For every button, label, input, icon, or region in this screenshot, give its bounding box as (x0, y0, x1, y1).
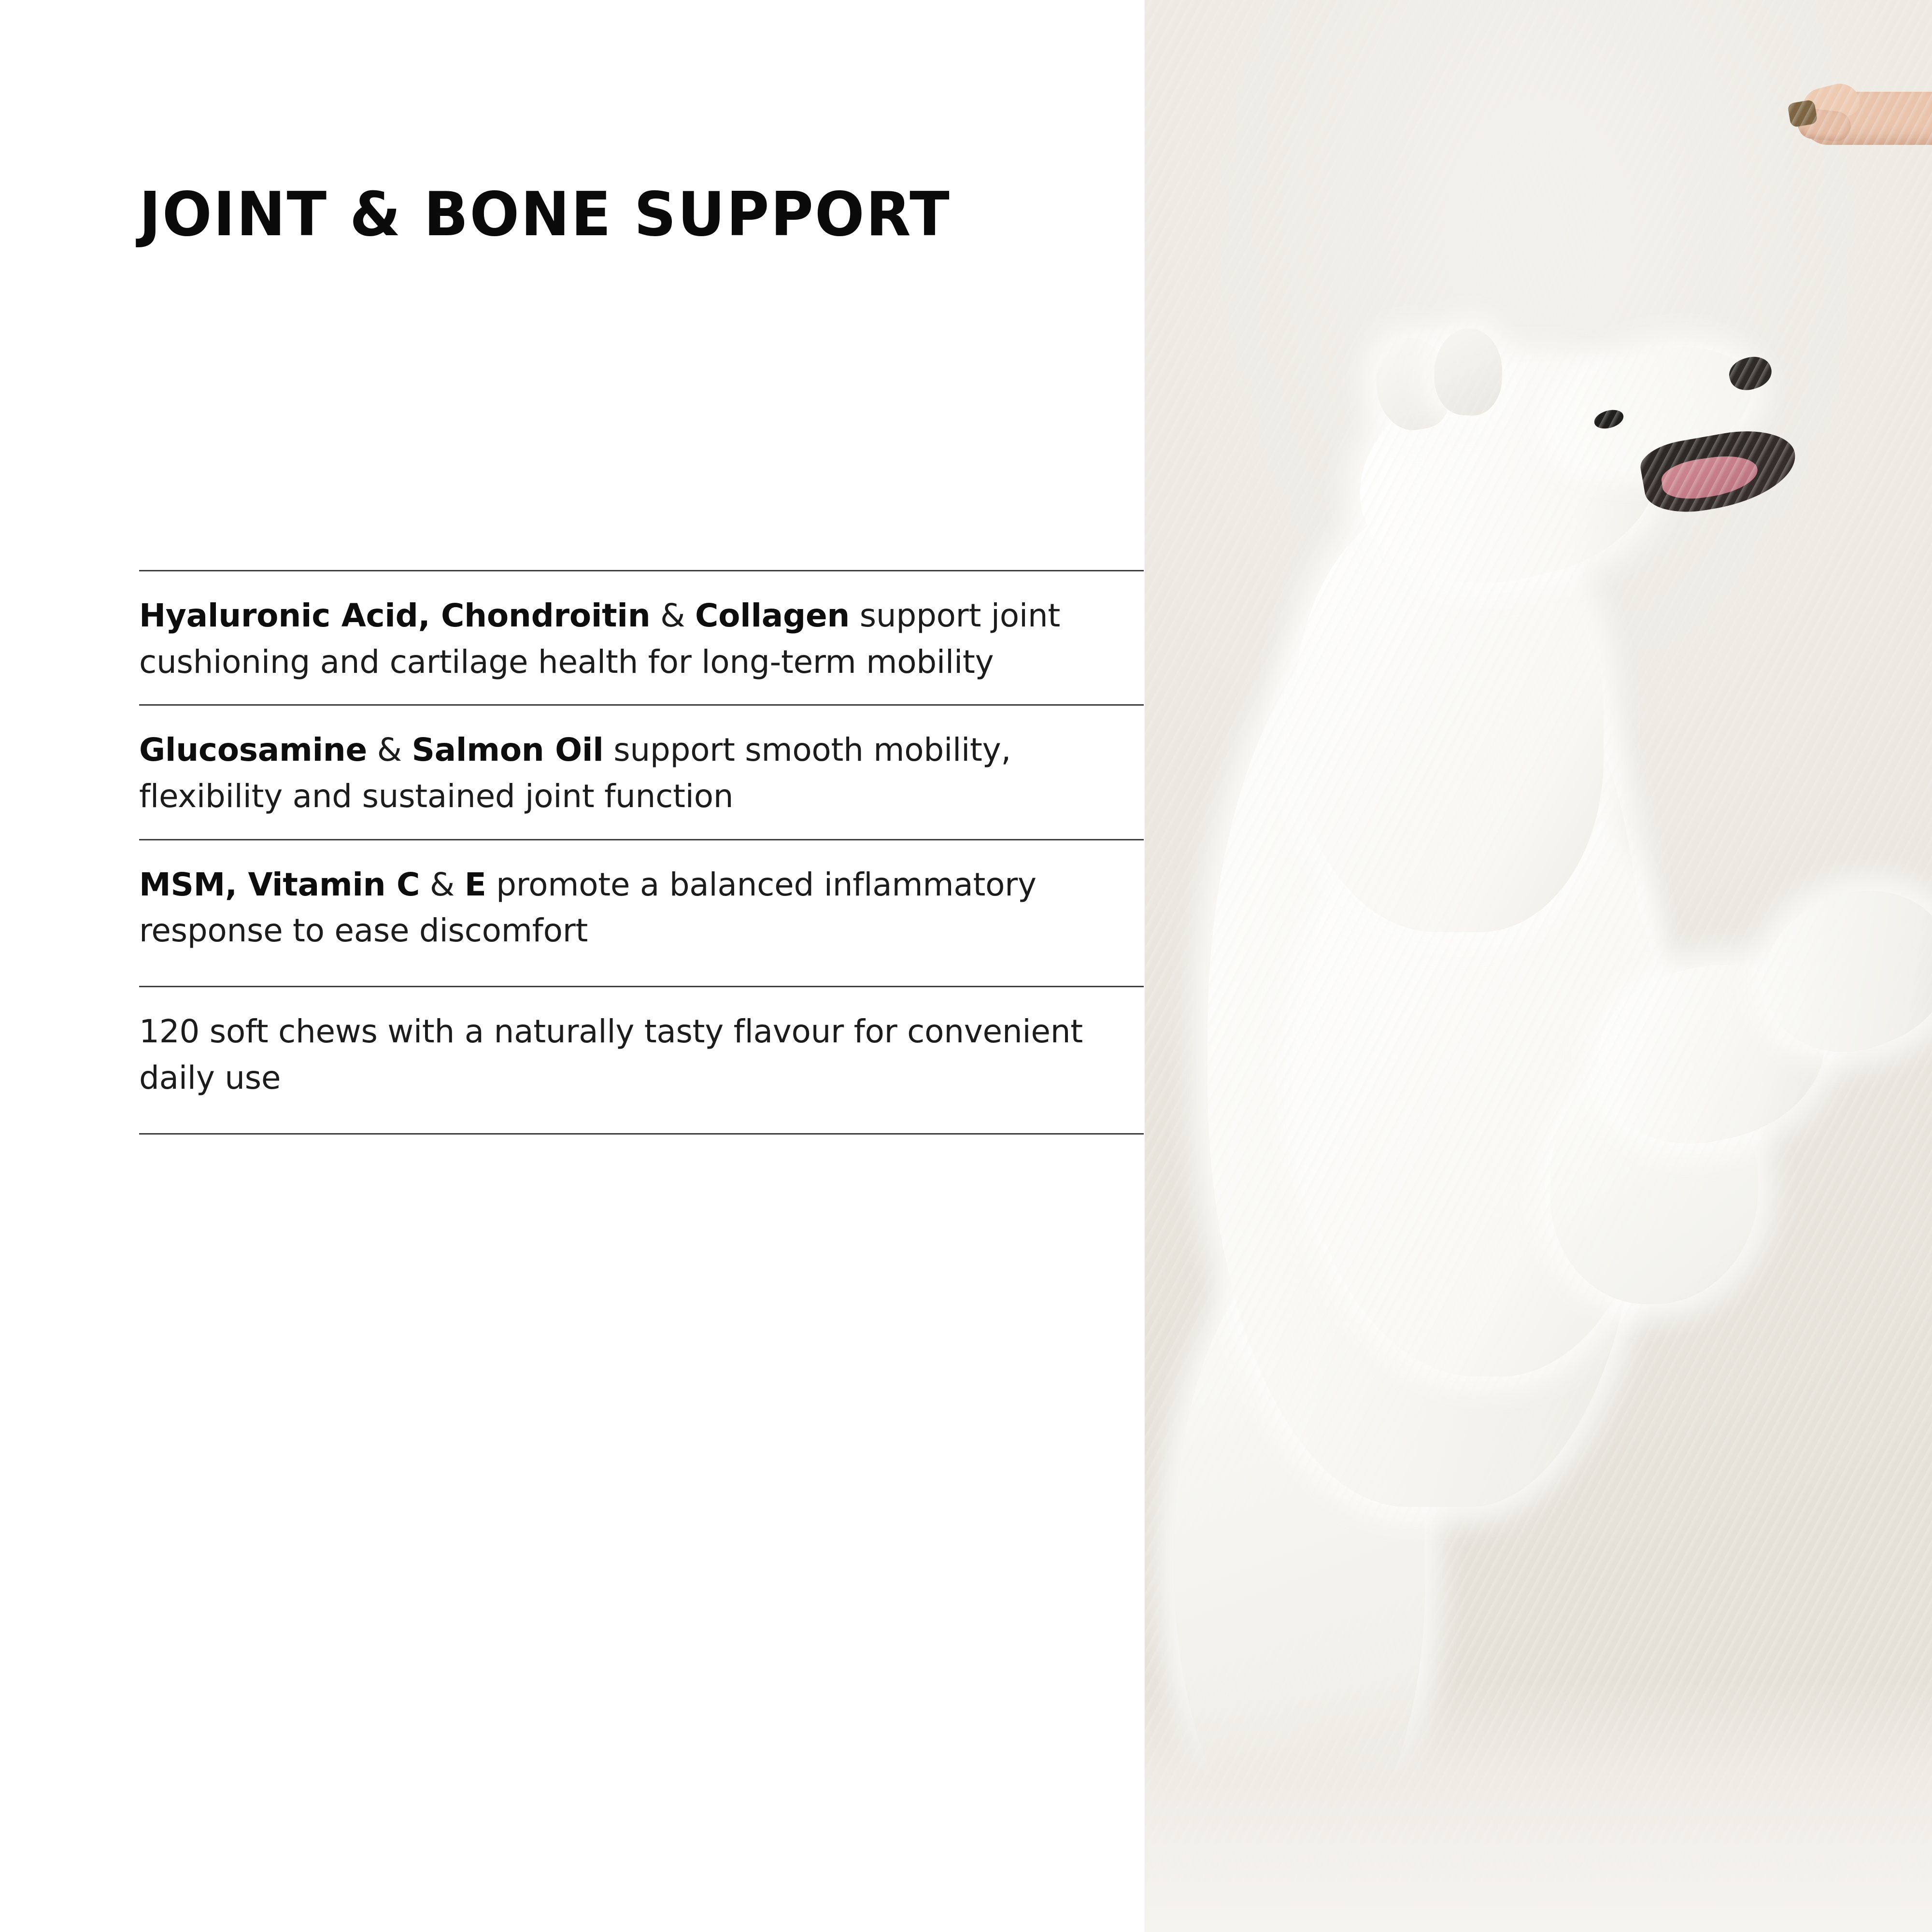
hand-with-treat (1787, 72, 1932, 184)
feature-text: MSM, Vitamin C & E promote a balanced inflammatory response to ease discomfort (139, 866, 1037, 950)
page-title: JOINT & BONE SUPPORT (139, 179, 951, 250)
dog-ear-right (1433, 327, 1504, 417)
divider-2 (139, 839, 1144, 840)
feature-list (139, 570, 1144, 1135)
divider-1 (139, 704, 1144, 706)
feature-item-hyaluronic (139, 571, 1144, 704)
photo-floor (1145, 1681, 1932, 1932)
product-photo (1145, 0, 1932, 1932)
feature-item-glucosamine (139, 706, 1144, 838)
divider-3 (139, 986, 1144, 987)
divider-top (139, 570, 1144, 571)
treat-icon (1787, 99, 1818, 128)
divider-bottom (139, 1133, 1144, 1135)
spacer (139, 1121, 1144, 1133)
feature-item-msm (139, 840, 1144, 973)
feature-item-chews (139, 987, 1144, 1120)
feature-text: 120 soft chews with a naturally tasty flavour for convenient daily use (139, 1013, 1083, 1096)
feature-text: Glucosamine & Salmon Oil support smooth mobility, flexibility and sustained joint function (139, 731, 1011, 815)
spacer (139, 973, 1144, 986)
feature-text: Hyaluronic Acid, Chondroitin & Collagen support joint cushioning and cartilage health for long-term mobility (139, 597, 1061, 681)
